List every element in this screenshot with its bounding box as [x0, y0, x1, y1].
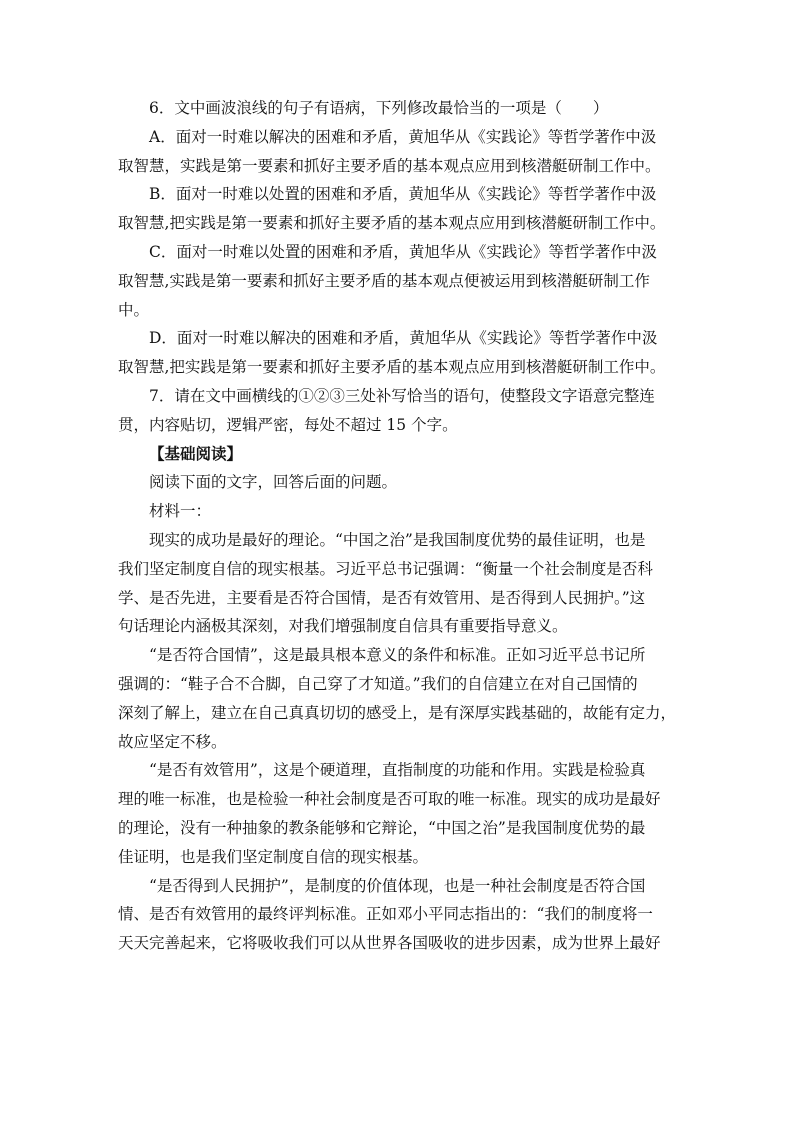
option-b-line: B．面对一时难以处置的困难和矛盾，黄旭华从《实践论》等哲学著作中汲: [149, 185, 657, 204]
section-heading: 【基础阅读】: [149, 443, 243, 463]
passage-line: 天天完善起来，它将吸收我们可以从世界各国吸收的进步因素，成为世界上最好: [118, 934, 661, 953]
passage-line: 强调的：“鞋子合不合脚，自己穿了才知道。”我们的自信建立在对自己国情的: [118, 674, 638, 693]
option-d-line: D．面对一时难以解决的困难和矛盾，黄旭华从《实践论》等哲学著作中汲: [149, 329, 658, 348]
option-d-line: 取智慧,把实践是第一要素和抓好主要矛盾的基本观点应用到核潜艇研制工作中。: [118, 358, 666, 377]
passage-line: 学、是否先进，主要看是否符合国情，是否有效管用、是否得到人民拥护。”这: [118, 588, 646, 607]
option-b-line: 取智慧,把实践是第一要素和抓好主要矛盾的基本观点应用到核潜艇研制工作中。: [118, 214, 666, 233]
option-c-line: C．面对一时难以处置的困难和矛盾，黄旭华从《实践论》等哲学著作中汲: [149, 242, 657, 261]
passage-line: 深刻了解上，建立在自己真真切切的感受上，是有深厚实践基础的，故能有定力，: [118, 703, 677, 722]
passage-line: 理的唯一标准，也是检验一种社会制度是否可取的唯一标准。现实的成功是最好: [118, 790, 661, 809]
material-label: 材料一：: [149, 502, 212, 521]
passage-line: 的理论，没有一种抽象的教条能够和它辩论，“中国之治”是我国制度优势的最: [118, 818, 646, 837]
passage-line: “是否得到人民拥护”，是制度的价值体现，也是一种社会制度是否符合国: [149, 876, 646, 895]
question-6-stem: 6．文中画波浪线的句子有语病，下列修改最恰当的一项是（ ）: [149, 99, 609, 117]
passage-line: 现实的成功是最好的理论。“中国之治”是我国制度优势的最佳证明，也是: [149, 530, 646, 549]
passage-line: 故应坚定不移。: [118, 732, 227, 751]
option-c-line: 取智慧,实践是第一要素和抓好主要矛盾的基本观点便被运用到核潜艇研制工作: [118, 271, 650, 290]
question-7-line: 7．请在文中画横线的①②③三处补写恰当的语句，使整段文字语意完整连: [149, 386, 655, 405]
passage-line: 我们坚定制度自信的现实根基。习近平总书记强调：“衡量一个社会制度是否科: [118, 559, 653, 578]
option-a-line: A．面对一时难以解决的困难和矛盾，黄旭华从《实践论》等哲学著作中汲: [149, 127, 657, 146]
option-a-line: 取智慧，实践是第一要素和抓好主要矛盾的基本观点应用到核潜艇研制工作中。: [118, 156, 661, 175]
section-instruction: 阅读下面的文字，回答后面的问题。: [149, 473, 398, 492]
option-c-line: 中。: [118, 300, 150, 319]
passage-line: 情、是否有效管用的最终评判标准。正如邓小平同志指出的：“我们的制度将一: [118, 905, 653, 924]
question-7-line: 贯，内容贴切，逻辑严密，每处不超过 15 个字。: [118, 415, 458, 434]
passage-line: “是否有效管用”，这是个硬道理，直指制度的功能和作用。实践是检验真: [149, 761, 646, 780]
document-body: [118, 94, 684, 958]
passage-line: “是否符合国情”，这是最具根本意义的条件和标准。正如习近平总书记所: [149, 646, 646, 665]
passage-line: 佳证明，也是我们坚定制度自信的现实根基。: [118, 847, 429, 866]
passage-line: 句话理论内涵极其深刻，对我们增强制度自信具有重要指导意义。: [118, 617, 568, 636]
